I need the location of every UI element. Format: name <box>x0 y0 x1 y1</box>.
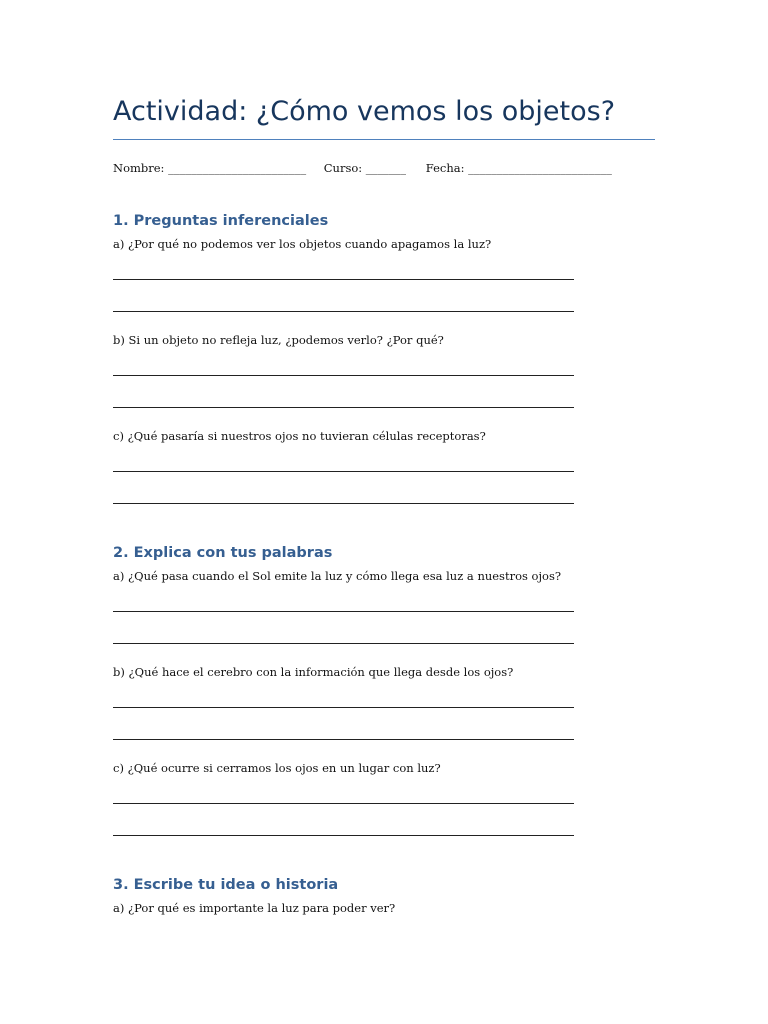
page-title: Actividad: ¿Cómo vemos los objetos? <box>113 96 616 127</box>
course-field: Curso: _______ <box>323 161 407 175</box>
question-1c: c) ¿Qué pasaría si nuestros ojos no tuvieran células receptoras? <box>113 429 486 443</box>
question-2c: c) ¿Qué ocurre si cerramos los ojos en un lugar con luz? <box>113 761 441 775</box>
title-underline <box>113 139 655 140</box>
answer-line <box>113 311 574 312</box>
question-2b: b) ¿Qué hace el cerebro con la información que llega desde los ojos? <box>113 665 514 679</box>
answer-line <box>113 407 574 408</box>
answer-line <box>113 611 574 612</box>
answer-line <box>113 503 574 504</box>
section-heading-2: 2. Explica con tus palabras <box>113 545 333 561</box>
question-1b: b) Si un objeto no refleja luz, ¿podemos verlo? ¿Por qué? <box>113 333 444 347</box>
question-2a: a) ¿Qué pasa cuando el Sol emite la luz y cómo llega esa luz a nuestros ojos? <box>113 569 562 583</box>
answer-line <box>113 707 574 708</box>
date-field: Fecha: _________________________ <box>425 161 612 175</box>
section-heading-1: 1. Preguntas inferenciales <box>113 213 329 229</box>
answer-line <box>113 375 574 376</box>
section-heading-3: 3. Escribe tu idea o historia <box>113 877 339 893</box>
student-info-row <box>113 160 612 176</box>
answer-line <box>113 739 574 740</box>
answer-line <box>113 471 574 472</box>
answer-line <box>113 279 574 280</box>
answer-line <box>113 643 574 644</box>
answer-line <box>113 835 574 836</box>
name-field: Nombre: ________________________ <box>113 161 307 175</box>
answer-line <box>113 803 574 804</box>
question-1a: a) ¿Por qué no podemos ver los objetos cuando apagamos la luz? <box>113 237 492 251</box>
question-3a: a) ¿Por qué es importante la luz para poder ver? <box>113 901 396 915</box>
